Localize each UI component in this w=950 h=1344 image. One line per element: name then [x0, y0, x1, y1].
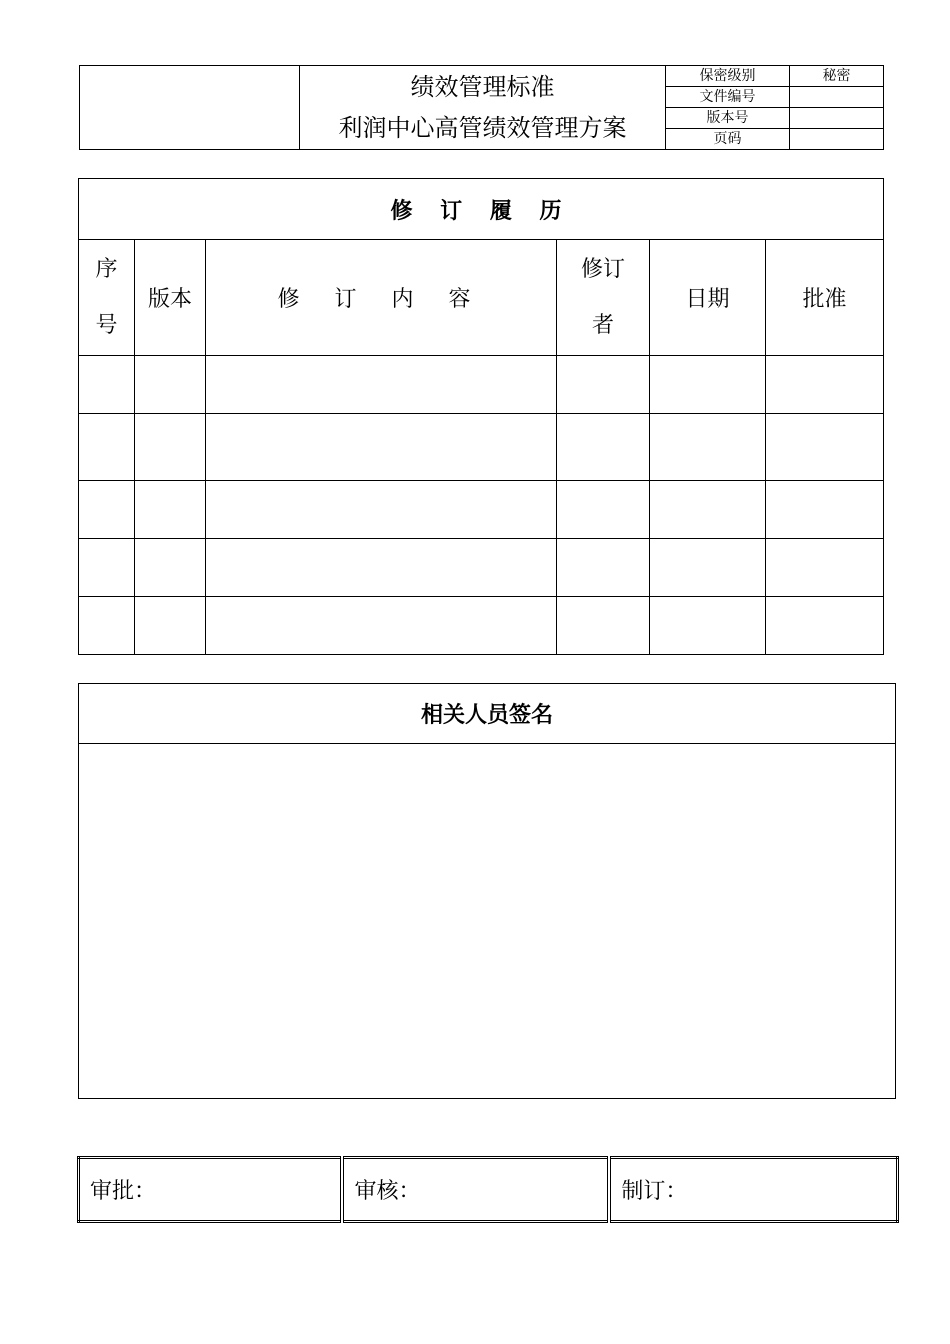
cell-date [650, 539, 766, 597]
cell-reviser [557, 597, 650, 655]
col-header-seq [79, 240, 135, 356]
approve-field[interactable]: 审批： [90, 1179, 157, 1204]
table-row [79, 597, 884, 655]
cell-version [135, 539, 206, 597]
signature-area[interactable] [79, 744, 896, 1099]
cell-approver [766, 414, 884, 481]
cell-date [650, 597, 766, 655]
meta-value-doc-number [790, 87, 884, 108]
meta-label-security: 保密级别 [666, 66, 790, 87]
cell-seq [79, 414, 135, 481]
cell-date [650, 414, 766, 481]
cell-date [650, 356, 766, 414]
meta-label-version: 版本号 [666, 108, 790, 129]
signature-table [78, 683, 896, 1099]
col-header-reviser-bottom: 者 [591, 312, 614, 338]
document-title: 绩效管理标准 [300, 66, 666, 108]
cell-version [135, 597, 206, 655]
revision-history-table [78, 178, 884, 655]
cell-seq [79, 539, 135, 597]
cell-version [135, 481, 206, 539]
meta-value-security: 秘密 [790, 66, 884, 87]
document-header [79, 65, 884, 150]
cell-content [206, 356, 557, 414]
col-header-date: 日期 [650, 240, 766, 356]
cell-content [206, 481, 557, 539]
cell-content [206, 539, 557, 597]
cell-seq [79, 597, 135, 655]
meta-value-version [790, 108, 884, 129]
col-header-approver: 批准 [766, 240, 884, 356]
cell-date [650, 481, 766, 539]
cell-reviser [557, 481, 650, 539]
cell-content [206, 414, 557, 481]
cell-approver [766, 356, 884, 414]
review-field[interactable]: 审核： [342, 1158, 609, 1222]
cell-seq [79, 481, 135, 539]
meta-value-page [790, 129, 884, 150]
cell-reviser [557, 539, 650, 597]
table-row [79, 539, 884, 597]
meta-label-doc-number: 文件编号 [666, 87, 790, 108]
meta-label-page: 页码 [666, 129, 790, 150]
cell-approver [766, 597, 884, 655]
document-subtitle: 利润中心高管绩效管理方案 [300, 108, 666, 150]
approval-bar [77, 1156, 899, 1223]
cell-reviser [557, 356, 650, 414]
cell-reviser [557, 414, 650, 481]
col-header-reviser [557, 240, 650, 356]
table-row [79, 481, 884, 539]
cell-approver [766, 539, 884, 597]
cell-version [135, 356, 206, 414]
cell-approver [766, 481, 884, 539]
cell-version [135, 414, 206, 481]
revision-history-title: 修 订 履 历 [79, 179, 884, 240]
col-header-seq-top: 序 [95, 256, 118, 282]
cell-seq [79, 356, 135, 414]
signature-title: 相关人员签名 [79, 684, 896, 744]
col-header-seq-bottom: 号 [95, 312, 118, 338]
col-header-reviser-top: 修订 [580, 256, 625, 282]
col-header-content: 修 订 内 容 [206, 240, 557, 356]
col-header-version: 版本 [135, 240, 206, 356]
cell-content [206, 597, 557, 655]
table-row [79, 414, 884, 481]
logo-area [80, 66, 300, 150]
table-row [79, 356, 884, 414]
draft-field[interactable]: 制订： [609, 1158, 897, 1222]
